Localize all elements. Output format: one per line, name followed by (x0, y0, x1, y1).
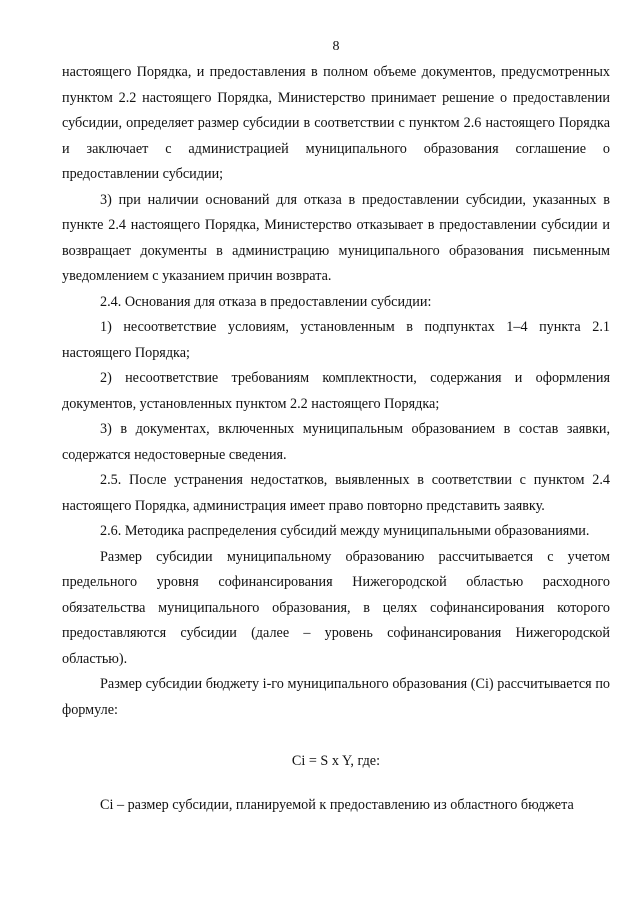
page-number: 8 (332, 39, 340, 54)
paragraph-formula-intro: Размер субсидии бюджету i-го муниципального образования (Ci) рассчитывается по формуле: (62, 676, 610, 718)
paragraph-item-3-refusal: 3) при наличии оснований для отказа в предоставлении субсидии, указанных в пункте 2.4 настоящего Порядка, Министерство отказывает в предоставлении субсидии и возвращает документы в администрацию муниципального образования письменным уведомлением с указанием причин возврата. (62, 191, 610, 284)
document-page (62, 38, 610, 818)
paragraph-2-4-item-3: 3) в документах, включенных муниципальным образованием в состав заявки, содержатся недостоверные сведения. (62, 421, 610, 463)
paragraph-subsidy-size: Размер субсидии муниципальному образованию рассчитывается с учетом предельного уровня софинансирования Нижегородской областью расходного обязательства муниципального образования, в целях софинансирования которого предоставляются субсидии (далее – уровень софинансирования Нижегородской областью). (62, 548, 610, 667)
formula: Ci = S x Y, где: (291, 753, 381, 769)
paragraph-2-6-heading: 2.6. Методика распределения субсидий между муниципальными образованиями. (100, 523, 590, 539)
paragraph-2-4-item-2: 2) несоответствие требованиям комплектности, содержания и оформления документов, установленных пунктом 2.2 настоящего Порядка; (62, 370, 610, 412)
paragraph-ci-definition: Ci – размер субсидии, планируемой к предоставлению из областного бюджета (100, 796, 574, 813)
paragraph-2-5: 2.5. После устранения недостатков, выявленных в соответствии с пунктом 2.4 настоящего Порядка, администрация имеет право повторно представить заявку. (62, 472, 610, 514)
paragraph-continuation: настоящего Порядка, и предоставления в полном объеме документов, предусмотренных пунктом 2.2 настоящего Порядка, Министерство принимает решение о предоставлении субсидии, определяет размер субсидии в соответствии с пунктом 2.6 настоящего Порядка и заключает с администрацией муниципального образования соглашение о предоставлении субсидии; (62, 64, 610, 182)
paragraph-2-4-heading: 2.4. Основания для отказа в предоставлении субсидии: (100, 293, 432, 310)
paragraph-2-4-item-1: 1) несоответствие условиям, установленным в подпунктах 1–4 пункта 2.1 настоящего Порядка; (62, 319, 610, 361)
